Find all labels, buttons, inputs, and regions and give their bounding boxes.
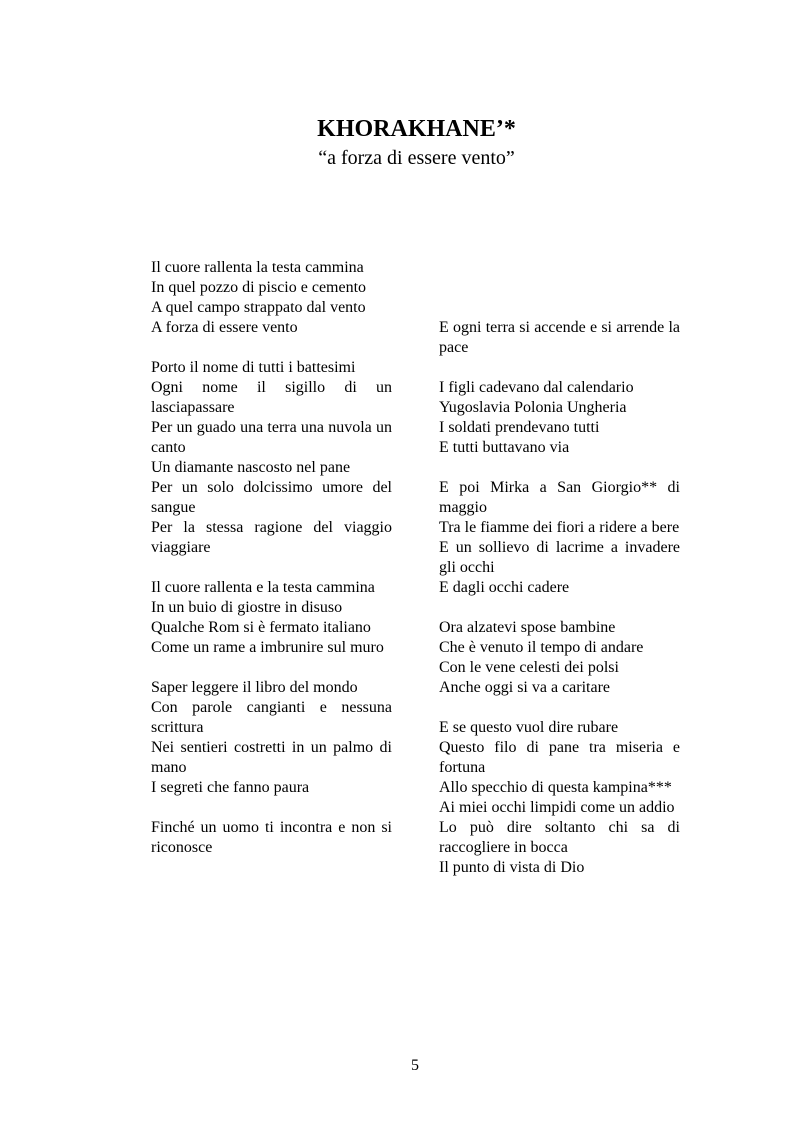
poem-line: Un diamante nascosto nel pane bbox=[151, 459, 351, 476]
poem-subtitle: “a forza di essere vento” bbox=[318, 147, 515, 169]
poem-line: Ai miei occhi limpidi come un addio bbox=[439, 799, 675, 816]
poem-line: I figli cadevano dal calendario bbox=[439, 379, 634, 396]
poem-line: E tutti buttavano via bbox=[439, 439, 570, 456]
page-number: 5 bbox=[411, 1057, 419, 1074]
poem-line: Per un guado una terra una nuvola un canto bbox=[151, 419, 392, 456]
poem-line: Yugoslavia Polonia Ungheria bbox=[439, 399, 627, 416]
poem-title: KHORAKHANE’* bbox=[317, 116, 516, 142]
poem-line: E un sollievo di lacrime a invadere gli occhi bbox=[439, 539, 680, 576]
poem-line: A forza di essere vento bbox=[151, 319, 298, 336]
stanza bbox=[439, 618, 680, 698]
stanza bbox=[439, 378, 680, 458]
stanza bbox=[151, 258, 392, 338]
stanza bbox=[151, 678, 392, 798]
poem-line: Saper leggere il libro del mondo bbox=[151, 679, 358, 696]
poem-line: Finché un uomo ti incontra e non si riconosce bbox=[151, 819, 392, 856]
left-column bbox=[151, 258, 392, 878]
poem-line: Ora alzatevi spose bambine bbox=[439, 619, 616, 636]
poem-line: Nei sentieri costretti in un palmo di mano bbox=[151, 739, 392, 776]
poem-line: Porto il nome di tutti i battesimi bbox=[151, 359, 356, 376]
stanza bbox=[151, 358, 392, 558]
stanza bbox=[151, 818, 392, 858]
poem-line: Con parole cangianti e nessuna scrittura bbox=[151, 699, 392, 736]
poem-line: Tra le fiamme dei fiori a ridere a bere bbox=[439, 519, 680, 536]
stanza bbox=[439, 318, 680, 358]
stanza bbox=[439, 718, 680, 878]
right-column bbox=[439, 318, 680, 898]
poem-line: Il punto di vista di Dio bbox=[439, 859, 585, 876]
poem-line: Anche oggi si va a caritare bbox=[439, 679, 611, 696]
poem-line: E se questo vuol dire rubare bbox=[439, 719, 619, 736]
poem-line: Come un rame a imbrunire sul muro bbox=[151, 639, 384, 656]
poem-line: Il cuore rallenta la testa cammina bbox=[151, 259, 364, 276]
poem-line: I soldati prendevano tutti bbox=[439, 419, 600, 436]
stanza bbox=[151, 578, 392, 658]
poem-line: Questo filo di pane tra miseria e fortuna bbox=[439, 739, 680, 776]
poem-line: Lo può dire soltanto chi sa di raccogliere in bocca bbox=[439, 819, 680, 856]
poem-line: Qualche Rom si è fermato italiano bbox=[151, 619, 371, 636]
poem-line: E dagli occhi cadere bbox=[439, 579, 570, 596]
stanza bbox=[439, 478, 680, 598]
poem-line: In quel pozzo di piscio e cemento bbox=[151, 279, 367, 296]
poem-line: Per un solo dolcissimo umore del sangue bbox=[151, 479, 392, 516]
poem-line: Per la stessa ragione del viaggio viaggiare bbox=[151, 519, 392, 556]
poem-line: E ogni terra si accende e si arrende la pace bbox=[439, 319, 680, 356]
poem-line: Con le vene celesti dei polsi bbox=[439, 659, 619, 676]
poem-line: In un buio di giostre in disuso bbox=[151, 599, 343, 616]
poem-line: A quel campo strappato dal vento bbox=[151, 299, 366, 316]
poem-line: Allo specchio di questa kampina*** bbox=[439, 779, 672, 796]
poem-line: Ogni nome il sigillo di un lasciapassare bbox=[151, 379, 392, 416]
poem-line: E poi Mirka a San Giorgio** di maggio bbox=[439, 479, 680, 516]
poem-line: Il cuore rallenta e la testa cammina bbox=[151, 579, 375, 596]
poem-line: I segreti che fanno paura bbox=[151, 779, 310, 796]
poem-line: Che è venuto il tempo di andare bbox=[439, 639, 644, 656]
